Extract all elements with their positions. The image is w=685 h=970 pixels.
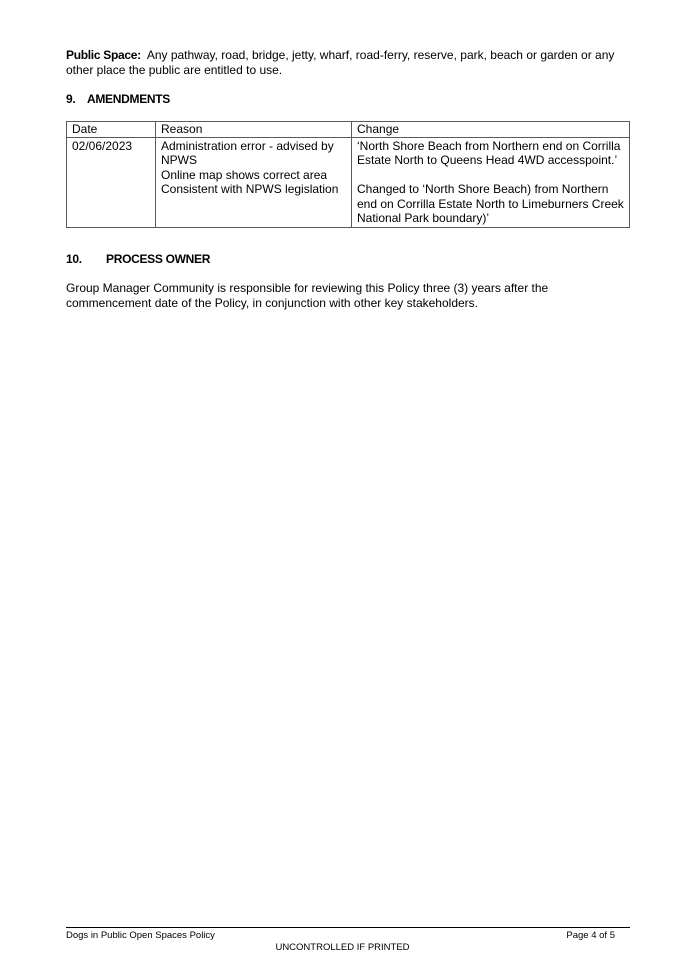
reason-line: Consistent with NPWS legislation bbox=[161, 182, 339, 196]
section-title: PROCESS OWNER bbox=[106, 252, 211, 266]
table-header-row bbox=[67, 122, 630, 138]
section-title: AMENDMENTS bbox=[87, 92, 170, 106]
cell-reason bbox=[156, 137, 352, 227]
column-header-change: Change bbox=[352, 122, 630, 138]
amendments-heading bbox=[66, 92, 170, 106]
change-paragraph: Changed to ‘North Shore Beach) from Northern end on Corrilla Estate North to Limeburners Creek National Park boundary)’ bbox=[357, 182, 624, 225]
footer-page-number: Page 4 of 5 bbox=[566, 930, 615, 941]
amendments-table bbox=[66, 121, 630, 228]
column-header-reason: Reason bbox=[156, 122, 352, 138]
definition-term: Public Space: bbox=[66, 48, 141, 62]
cell-change bbox=[352, 137, 630, 227]
footer-document-title: Dogs in Public Open Spaces Policy bbox=[66, 930, 215, 941]
section-number: 9. bbox=[66, 92, 76, 106]
process-owner-text: Group Manager Community is responsible for reviewing this Policy three (3) years after the commencement date of the Policy, in conjunction with other key stakeholders. bbox=[66, 281, 549, 310]
paragraph-gap bbox=[357, 168, 624, 183]
definition-text: Any pathway, road, bridge, jetty, wharf, road-ferry, reserve, park, beach or garden or any other place the public are entitled to use. bbox=[66, 48, 615, 77]
cell-date: 02/06/2023 bbox=[67, 137, 156, 227]
table-row bbox=[67, 137, 630, 227]
footer-divider bbox=[66, 927, 630, 928]
reason-line: Online map shows correct area bbox=[161, 167, 328, 182]
column-header-date: Date bbox=[67, 122, 156, 138]
change-paragraph: ‘North Shore Beach from Northern end on Corrilla Estate North to Queens Head 4WD accesspoint.’ bbox=[357, 138, 621, 167]
reason-line: Administration error - advised by NPWS bbox=[161, 138, 334, 167]
section-number: 10. bbox=[66, 252, 82, 266]
footer-uncontrolled-notice: UNCONTROLLED IF PRINTED bbox=[275, 942, 410, 953]
process-owner-heading bbox=[66, 252, 210, 266]
public-space-definition bbox=[66, 48, 626, 78]
